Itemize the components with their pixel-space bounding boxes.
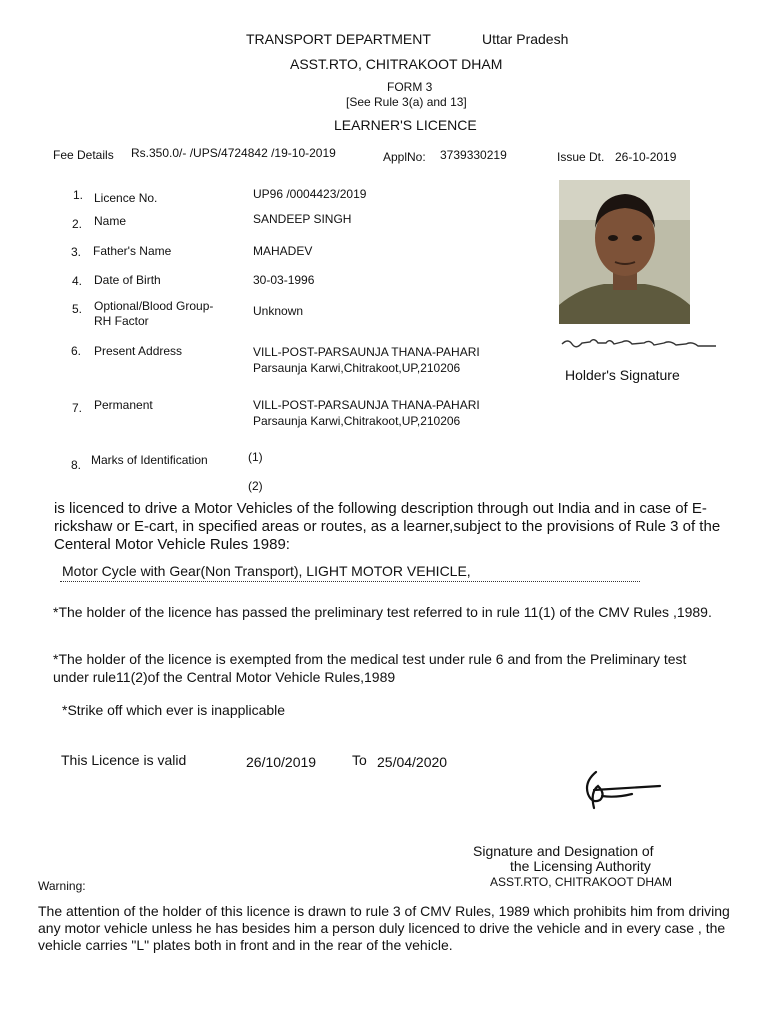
field-label: Name: [94, 214, 127, 228]
field-label: Present Address: [94, 344, 183, 358]
field-value: Parsaunja Karwi,Chitrakoot,UP,210206: [253, 414, 461, 428]
authority-title-line1: Signature and Designation of: [473, 843, 654, 859]
medical-exemption-note: *The holder of the licence is exempted from the medical test under rule 6 and from the Preliminary test under rule11(2)of the Central Motor Vehicle Rules,1989: [53, 651, 687, 685]
warning-text: The attention of the holder of this licence is drawn to rule 3 of CMV Rules, 1989 which prohibits him from driving any motor vehicle unless he has besides him a person duly licenced to drive the vehicle and in every case , the vehicle carries "L" plates both in front and in the rear of the vehicle.: [38, 903, 730, 953]
appl-value: 3739330219: [440, 148, 507, 162]
office-name: ASST.RTO, CHITRAKOOT DHAM: [290, 56, 503, 72]
field-value: Unknown: [253, 304, 304, 318]
authority-signature-scribble-icon: [576, 768, 666, 816]
authority-title-line2: the Licensing Authority: [510, 858, 651, 874]
field-number: 7.: [72, 401, 83, 415]
valid-to-label: To: [352, 752, 367, 768]
field-number: 4.: [72, 274, 83, 288]
form-rule: [See Rule 3(a) and 13]: [346, 95, 467, 109]
issue-label: Issue Dt.: [557, 150, 605, 164]
authority-office: ASST.RTO, CHITRAKOOT DHAM: [490, 875, 673, 889]
appl-label: ApplNo:: [383, 150, 426, 164]
field-value: (1): [248, 450, 263, 464]
field-label: Date of Birth: [94, 273, 161, 287]
field-label: Father's Name: [93, 244, 172, 258]
validity-label: This Licence is valid: [61, 752, 187, 768]
department-title: TRANSPORT DEPARTMENT: [246, 31, 431, 47]
field-value: SANDEEP SINGH: [253, 212, 352, 226]
document-title: LEARNER'S LICENCE: [334, 117, 477, 133]
field-label: Permanent: [94, 398, 153, 412]
field-number: 8.: [71, 458, 82, 472]
field-number: 5.: [72, 302, 83, 316]
fee-label: Fee Details: [53, 148, 114, 162]
preliminary-test-note: *The holder of the licence has passed the preliminary test referred to in rule 11(1) of the CMV Rules ,1989.: [53, 604, 712, 620]
field-value: (2): [248, 479, 263, 493]
field-number: 1.: [73, 188, 84, 202]
field-value: UP96 /0004423/2019: [253, 187, 367, 201]
fee-value: Rs.350.0/- /UPS/4724842 /19-10-2019: [131, 146, 336, 160]
person-photo-icon: [559, 180, 690, 324]
valid-to-date: 25/04/2020: [377, 754, 448, 770]
warning-label: Warning:: [38, 879, 86, 893]
issue-value: 26-10-2019: [615, 150, 677, 164]
field-label: Licence No.: [94, 191, 158, 205]
field-number: 6.: [71, 344, 82, 358]
holder-signature-scribble-icon: [560, 334, 720, 354]
strike-off-note: *Strike off which ever is inapplicable: [62, 702, 286, 718]
state-name: Uttar Pradesh: [482, 31, 569, 47]
field-number: 3.: [71, 245, 82, 259]
valid-from-date: 26/10/2019: [246, 754, 317, 770]
holder-signature-label: Holder's Signature: [565, 367, 680, 383]
form-number: FORM 3: [387, 80, 433, 94]
field-value: VILL-POST-PARSAUNJA THANA-PAHARI: [253, 398, 480, 412]
field-label: RH Factor: [94, 314, 149, 328]
dotted-divider: [60, 581, 640, 582]
field-value: MAHADEV: [253, 244, 313, 258]
field-value: Parsaunja Karwi,Chitrakoot,UP,210206: [253, 361, 461, 375]
field-value: VILL-POST-PARSAUNJA THANA-PAHARI: [253, 345, 480, 359]
field-label: Marks of Identification: [91, 453, 208, 467]
field-value: 30-03-1996: [253, 273, 315, 287]
licence-statement: is licenced to drive a Motor Vehicles of the following description through out India and in case of E-rickshaw or E-cart, in specified areas or routes, as a learner,subject to the provisions of Rule 3 of the Centeral Motor Vehicle Rules 1989:: [54, 500, 721, 553]
field-number: 2.: [72, 217, 83, 231]
holder-photo: [559, 180, 690, 324]
vehicle-classes: Motor Cycle with Gear(Non Transport), LIGHT MOTOR VEHICLE,: [62, 563, 471, 579]
field-label: Optional/Blood Group-: [94, 299, 214, 313]
